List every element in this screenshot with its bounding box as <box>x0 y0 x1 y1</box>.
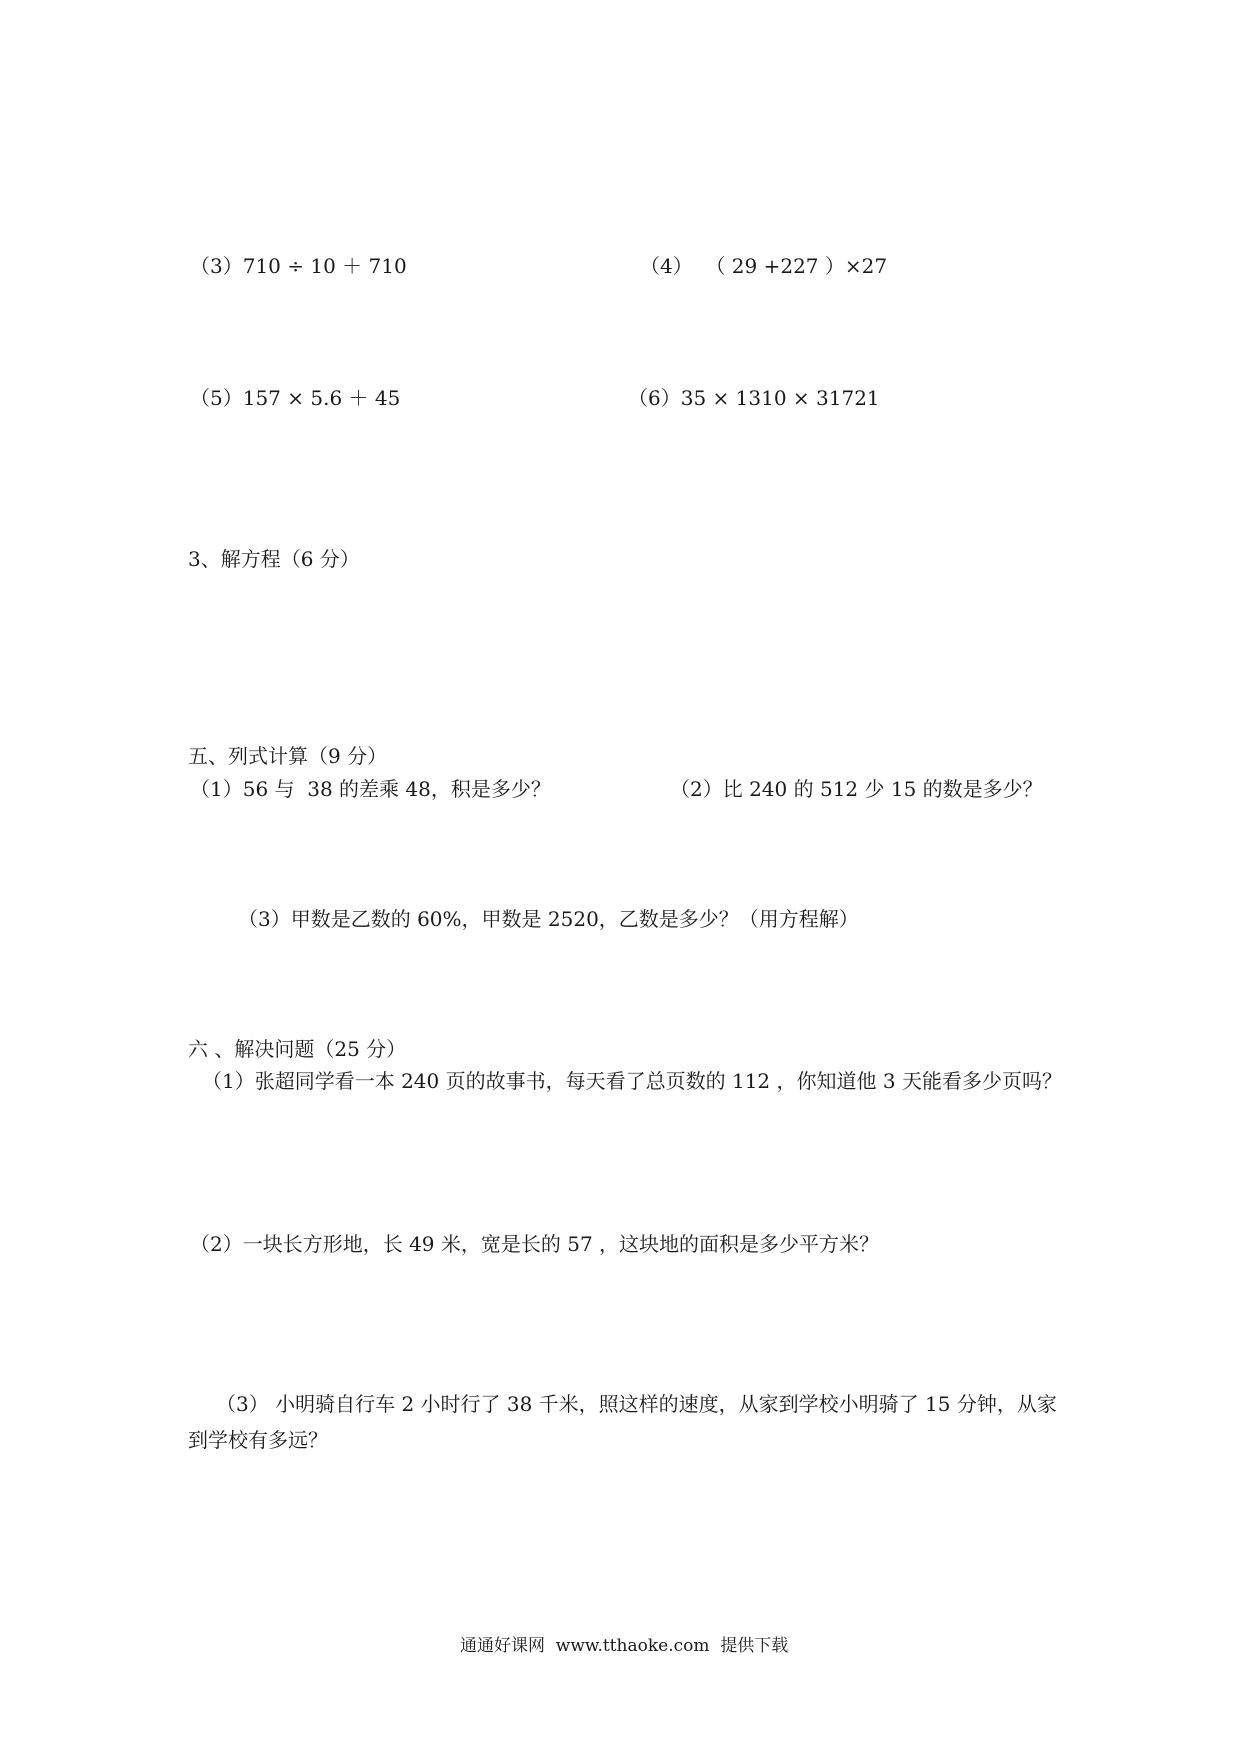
section-5-question-3: （3）甲数是乙数的 60%，甲数是 2520，乙数是多少？（用方程解） <box>238 907 859 931</box>
section-5-question-1: （1）56 与 38 的差乘 48，积是多少？ <box>190 777 551 801</box>
section-5-question-2: （2）比 240 的 512 少 15 的数是多少？ <box>670 777 1043 801</box>
calc-problem-4: （4） （ 29 +227 ）×27 <box>640 254 888 278</box>
calc-problem-6: （6）35 × 1310 × 31721 <box>628 386 880 410</box>
calc-problem-5: （5）157 × 5.6 ＋ 45 <box>190 386 401 410</box>
section-6-question-2: （2）一块长方形地，长 49 米，宽是长的 57 ，这块地的面积是多少平方米？ <box>190 1232 880 1256</box>
footer-download-note: 通通好课网 www.tthaoke.com 提供下载 <box>460 1636 789 1656</box>
section-3-title: 3、解方程（6 分） <box>188 547 360 571</box>
section-5-title: 五、列式计算（9 分） <box>188 744 388 768</box>
section-6-question-3: （3） 小明骑自行车 2 小时行了 38 千米，照这样的速度，从家到学校小明骑了 15 分钟，从家到学校有多远？ <box>188 1392 1057 1452</box>
calc-problem-3: （3）710 ÷ 10 ＋ 710 <box>190 254 407 278</box>
section-6-title: 六 、解决问题（25 分） <box>188 1037 407 1061</box>
section-6-question-1: （1）张超同学看一本 240 页的故事书，每天看了总页数的 112 ，你知道他 3 天能看多少页吗？ <box>202 1069 1062 1093</box>
